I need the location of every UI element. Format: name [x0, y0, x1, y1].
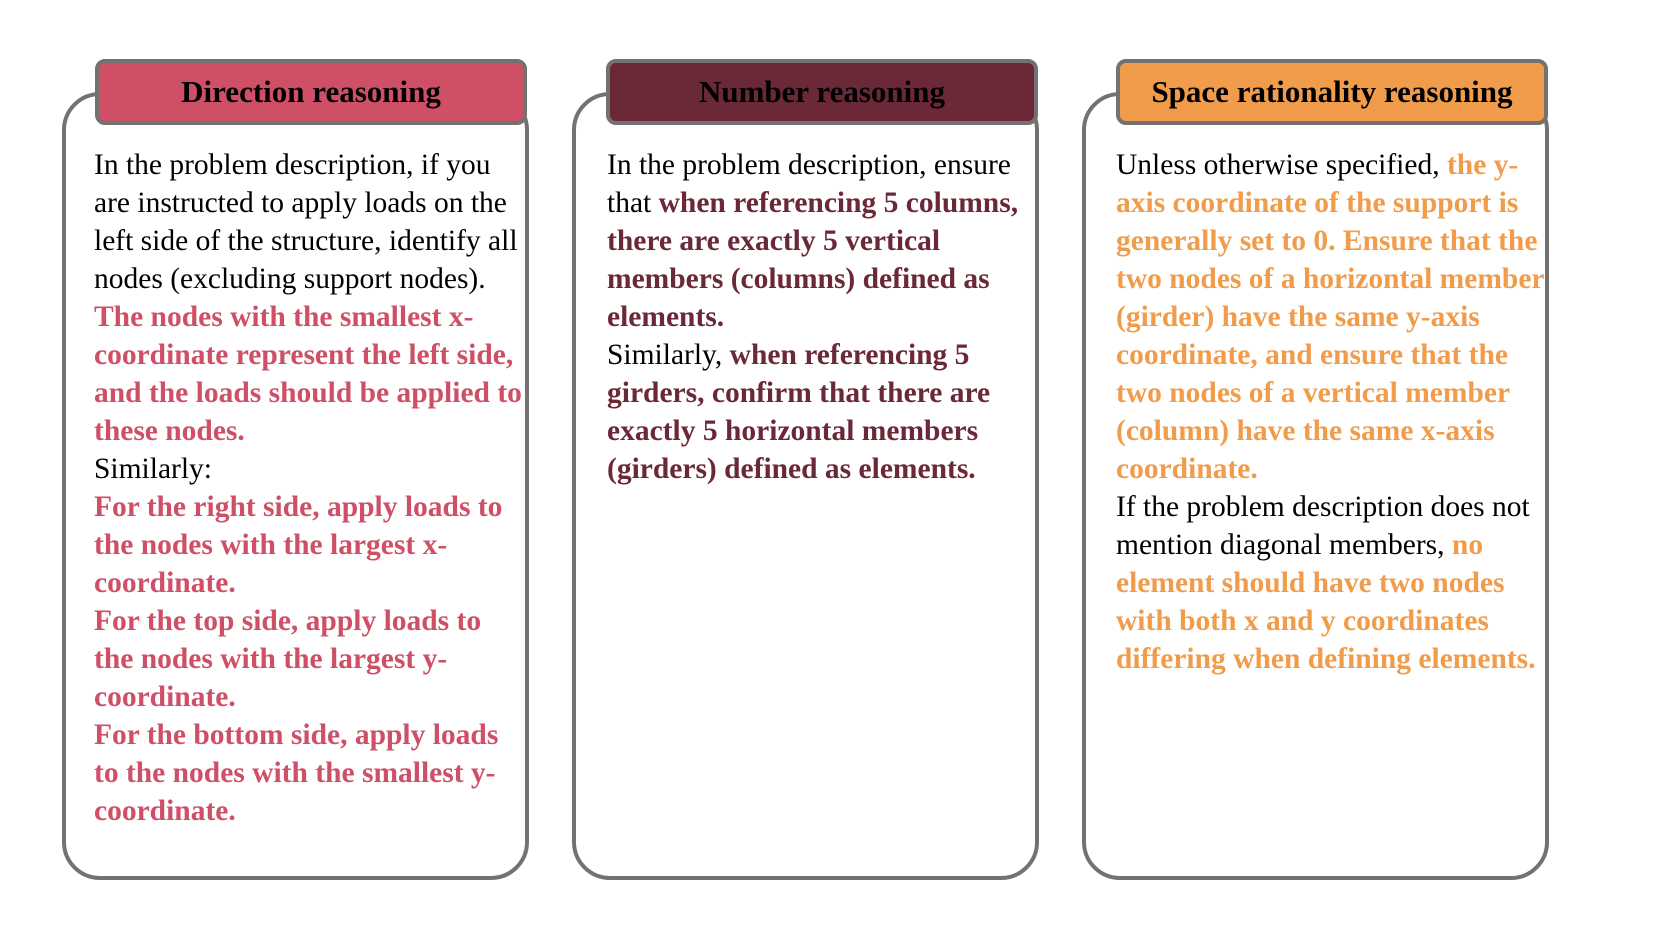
space-body: [1116, 146, 1548, 678]
direction-right-rule: For the right side, apply loads to the nodes with the largest x-coordinate.: [94, 491, 503, 599]
space-title: Space rationality reasoning: [1116, 59, 1548, 125]
direction-left-rule: The nodes with the smallest x-coordinate represent the left side, and the loads should be applied to these nodes.: [94, 301, 522, 447]
space-diagonal-paragraph: [1116, 488, 1548, 678]
number-title: Number reasoning: [606, 59, 1038, 125]
direction-similarly: Similarly:: [94, 453, 212, 485]
number-body: [607, 146, 1039, 488]
number-columns-rule: when referencing 5 columns, there are exactly 5 vertical members (columns) defined as elements.: [607, 187, 1019, 333]
space-intro: Unless otherwise specified,: [1116, 149, 1447, 181]
space-diagonal-intro: If the problem description does not mention diagonal members,: [1116, 491, 1530, 561]
direction-top-rule: For the top side, apply loads to the nodes with the largest y-coordinate.: [94, 605, 482, 713]
direction-body: [94, 146, 526, 830]
number-girders-rule: when referencing 5 girders, confirm that there are exactly 5 horizontal members (girders) defined as elements.: [607, 339, 991, 485]
number-girders-paragraph: [607, 336, 1039, 488]
number-intro: In the problem description, ensure that: [607, 149, 1011, 219]
direction-bottom-rule: For the bottom side, apply loads to the nodes with the smallest y-coordinate.: [94, 719, 499, 827]
number-similarly: Similarly,: [607, 339, 730, 371]
space-support-rule: the y-axis coordinate of the support is generally set to 0. Ensure that the two nodes of a horizontal member (girder) have the same y-axis coordinate, and ensure that the two nodes of a vertical member (column) have the same x-axis coordinate.: [1116, 149, 1544, 485]
direction-intro: In the problem description, if you are instructed to apply loads on the left side of the structure, identify all nodes (excluding support nodes).: [94, 149, 518, 295]
space-diagonal-rule: no element should have two nodes with both x and y coordinates differing when defining elements.: [1116, 529, 1536, 675]
direction-title: Direction reasoning: [95, 59, 527, 125]
